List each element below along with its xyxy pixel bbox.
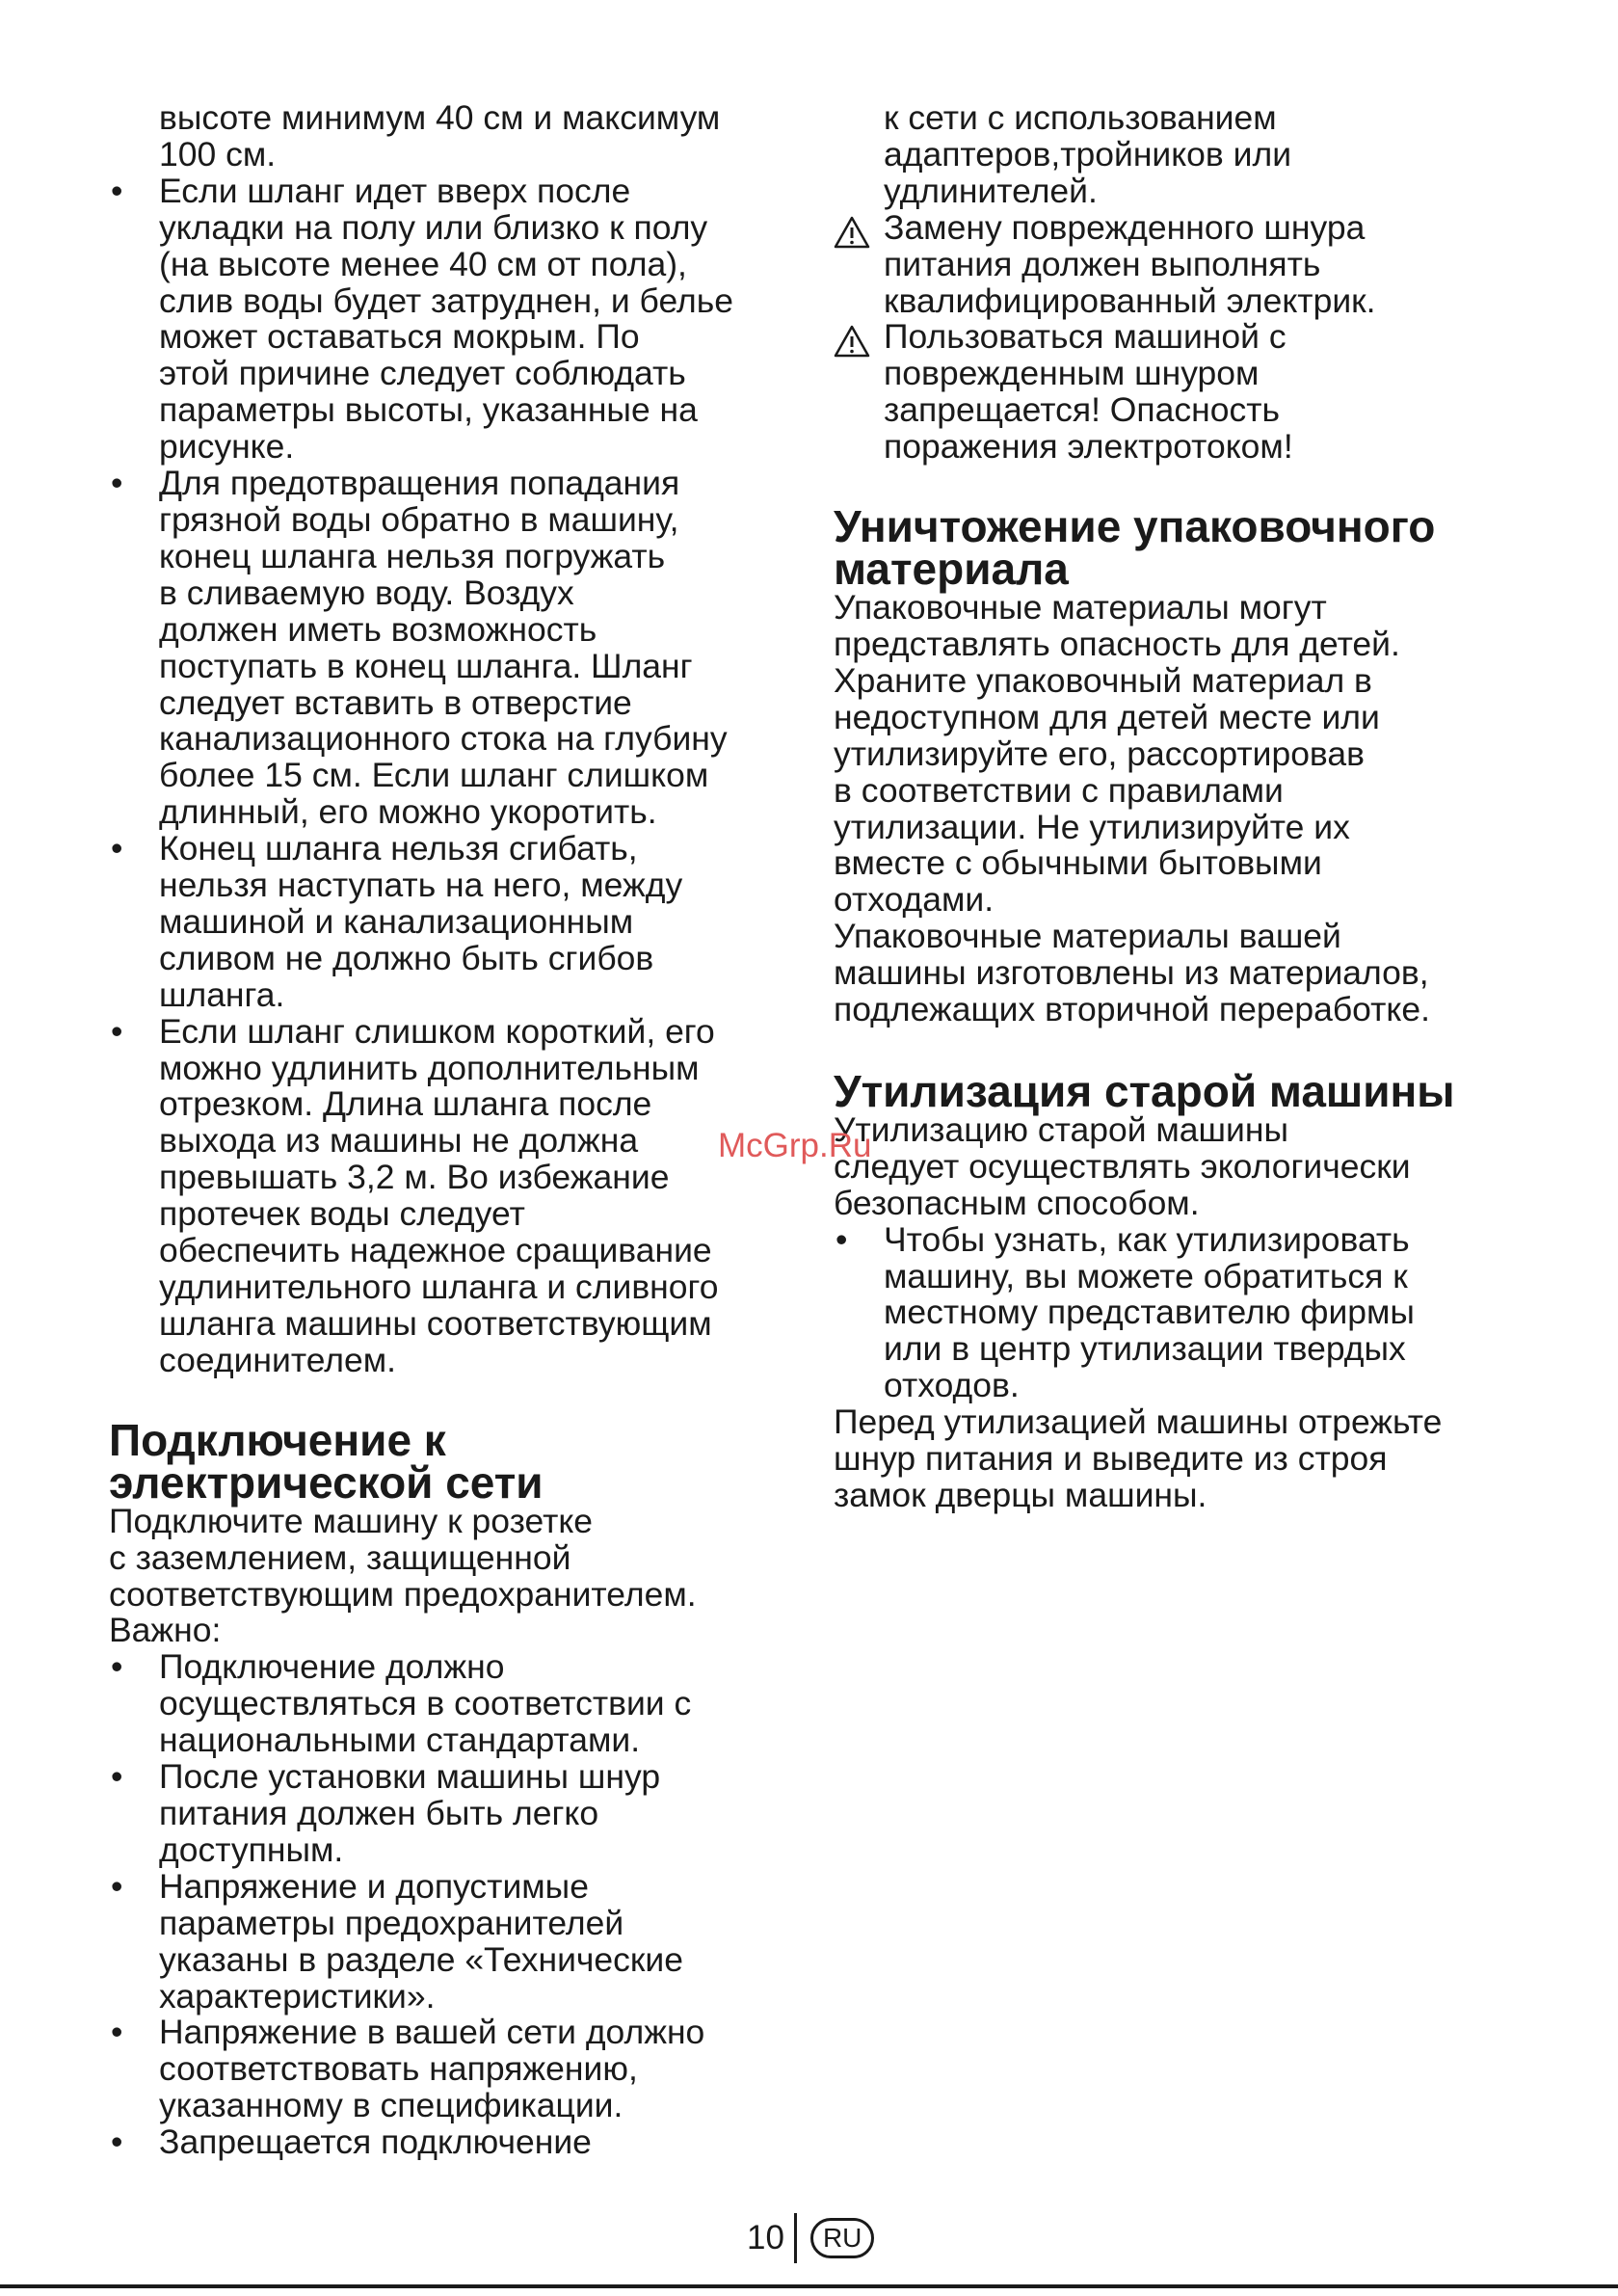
bullet-icon: • [111,464,123,503]
list-item [834,1219,1508,1405]
continuation-paragraph [834,100,1508,210]
text-line: доступным. [159,1829,344,1869]
bullet-icon: • [111,829,123,868]
footer-divider [794,2213,797,2263]
bullet-icon: • [111,2122,123,2162]
text-line: характеристики». [159,1976,436,2016]
text-line: обеспечить надежное сращивание [159,1231,712,1270]
heading-line: материала [834,544,1069,595]
text-line: питания должен выполнять [884,244,1321,283]
spacer [834,466,1508,505]
list-item [109,831,783,1014]
text-line: протечек воды следует [159,1194,525,1234]
section-heading-packaging [834,501,1508,595]
text-line: соответствующим предохранителем. [109,1574,697,1614]
bullet-icon: • [111,1866,123,1906]
text-line: шланга. [159,974,285,1014]
text-line: Утилизацию старой машины [834,1109,1288,1149]
text-line: осуществляться в соответствии с [159,1684,692,1723]
text-line: Упаковочные материалы вашей [834,917,1341,956]
text-line: Напряжение в вашей сети должно [159,2013,705,2052]
text-line: превышать 3,2 м. Во избежание [159,1158,670,1197]
list-item [109,466,783,831]
text-line: Конец шланга нельзя сгибать, [159,829,638,868]
electric-paragraph [109,1501,783,1650]
text-line: 100 см. [159,134,277,174]
text-line: запрещается! Опасность [884,390,1280,430]
text-line: рисунке. [159,427,295,467]
text-line: адаптеров,тройников или [884,134,1292,174]
page-footer [747,2209,874,2267]
list-item [109,1011,783,1379]
packaging-paragraph [834,590,1508,1028]
text-line: следует вставить в отверстие [159,682,632,722]
text-line: вместе с обычными бытовыми [834,843,1322,883]
text-line: грязной воды обратно в машину, [159,499,679,539]
list-item [109,171,783,467]
heading-line: Подключение к [109,1414,446,1465]
text-line: недоступном для детей месте или [834,697,1380,736]
text-line: указанному в спецификации. [159,2086,623,2125]
language-badge: RU [810,2218,874,2258]
warning-item [834,207,1508,320]
section-heading-disposal [834,1065,1508,1116]
text-line: поступать в конец шланга. Шланг [159,646,693,685]
text-line: канализационного стока на глубину [159,719,728,759]
page-number: 10 [747,2219,784,2256]
section-heading-electric [109,1414,783,1508]
text-line: к сети с использованием [884,98,1277,137]
text-line: Важно: [109,1611,222,1650]
text-line: Если шланг слишком короткий, его [159,1011,715,1051]
text-line: с заземлением, защищенной [109,1537,571,1577]
text-line: или в центр утилизации твердых [884,1329,1406,1369]
text-line: Если шланг идет вверх после [159,171,631,210]
text-line: утилизации. Не утилизируйте их [834,807,1350,846]
text-line: указаны в разделе «Технические [159,1939,683,1979]
text-line: выхода из машины не должна [159,1121,639,1161]
disposal-final-paragraph [834,1404,1508,1514]
warning-triangle-icon [834,325,870,358]
text-line: соответствовать напряжению, [159,2049,638,2089]
text-line: замок дверцы машины. [834,1476,1207,1514]
list-item [109,2124,783,2161]
text-line: машиной и канализационным [159,901,634,941]
text-line: высоте минимум 40 см и максимум [159,98,721,137]
text-line: шнур питания и выведите из строя [834,1439,1388,1479]
text-line: слив воды будет затруднен, и белье [159,280,734,320]
text-line: Подключите машину к розетке [109,1501,594,1540]
text-line: Храните упаковочный материал в [834,660,1372,700]
text-line: нельзя наступать на него, между [159,866,683,905]
list-item [109,2015,783,2124]
text-line: поражения электротоком! [884,427,1293,467]
text-line: должен иметь возможность [159,609,597,649]
text-line: национальными стандартами. [159,1721,641,1760]
text-line: Перед утилизацией машины отрежьте [834,1402,1443,1442]
text-line: машины изготовлены из материалов, [834,953,1429,993]
text-line: представлять опасность для детей. [834,624,1400,663]
warning-triangle-icon [834,216,870,249]
text-line: Чтобы узнать, как утилизировать [884,1219,1410,1259]
bullet-icon: • [111,1011,123,1051]
text-line: безопасным способом. [834,1183,1200,1222]
text-line: может оставаться мокрым. По [159,317,640,357]
right-column [834,100,1508,1514]
warning-item [834,319,1508,466]
heading-line: электрической сети [109,1456,544,1508]
bullet-icon: • [111,2013,123,2052]
text-line: После установки машины шнур [159,1757,661,1797]
text-line: удлинительного шланга и сливного [159,1268,719,1306]
text-line: можно удлинить дополнительным [159,1048,700,1087]
text-line: питания должен быть легко [159,1793,599,1832]
bottom-rule [0,2284,1618,2288]
text-line: отходами. [834,880,995,920]
text-line: отходов. [884,1366,1020,1405]
text-line: подлежащих вторичной переработке. [834,990,1430,1029]
text-line: в сливаемую воду. Воздух [159,573,574,612]
text-line: конец шланга нельзя погружать [159,536,666,575]
spacer [834,1028,1508,1070]
text-line: следует осуществлять экологически [834,1146,1411,1186]
bullet-icon: • [111,1757,123,1797]
text-line: Замену поврежденного шнура [884,207,1366,247]
text-line: Запрещается подключение [159,2122,592,2162]
bullet-icon: • [111,171,123,210]
text-line: длинный, его можно укоротить. [159,792,657,832]
text-line: сливом не должно быть сгибов [159,938,654,977]
text-line: Подключение должно [159,1647,505,1687]
spacer [109,1379,783,1419]
watermark: McGrp.Ru [718,1127,872,1164]
list-item [109,1759,783,1869]
text-line: Пользоваться машиной с [884,317,1286,357]
text-line: машину, вы можете обратиться к [884,1256,1408,1295]
left-column [109,100,783,2161]
intro-paragraph [109,100,783,174]
list-item [109,1866,783,2016]
text-line: шланга машины соответствующим [159,1303,712,1343]
text-line: этой причине следует соблюдать [159,354,686,393]
text-line: поврежденным шнуром [884,354,1260,393]
bullet-icon: • [111,1647,123,1687]
text-line: (на высоте менее 40 см от пола), [159,244,687,283]
text-line: местному представителю фирмы [884,1293,1415,1332]
list-item [109,1649,783,1759]
text-line: параметры высоты, указанные на [159,390,698,430]
text-line: укладки на полу или близко к полу [159,207,708,247]
text-line: Для предотвращения попадания [159,464,680,503]
text-line: утилизируйте его, рассортировав [834,734,1365,773]
text-line: более 15 см. Если шланг слишком [159,756,709,795]
heading-line: Уничтожение упаковочного [834,501,1436,552]
disposal-paragraph [834,1109,1508,1222]
text-line: удлинителей. [884,171,1098,210]
bullet-icon: • [836,1219,848,1259]
text-line: квалифицированный электрик. [884,280,1376,320]
text-line: Упаковочные материалы могут [834,588,1327,627]
text-line: в соответствии с правилами [834,770,1284,810]
text-line: отрезком. Длина шланга после [159,1084,652,1124]
heading-line: Утилизация старой машины [834,1065,1455,1116]
text-line: соединителем. [159,1340,396,1379]
text-line: Напряжение и допустимые [159,1866,589,1906]
text-line: параметры предохранителей [159,1903,624,1942]
